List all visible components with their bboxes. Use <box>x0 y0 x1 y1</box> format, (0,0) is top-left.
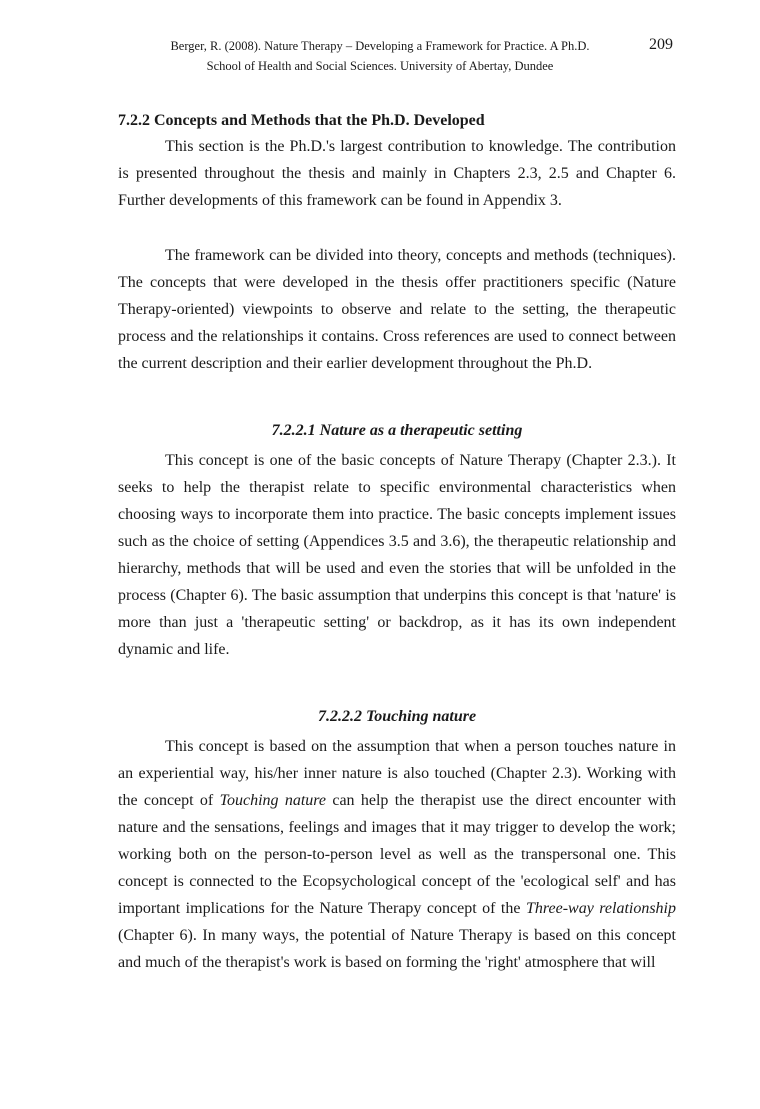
emphasis-three-way-relationship: Three-way relationship <box>525 900 677 917</box>
header-citation: Berger, R. (2008). Nature Therapy – Developing a Framework for Practice. A Ph.D. <box>170 39 590 53</box>
paragraph-text: can help the therapist use the direct encounter with nature and the sensations, feelings and images that it may trigger to develop the work; working both on the person-to-person level as well as the transpersonal one. This concept is connected to the Ecopsychological concept of the 'ecological self' and has important implications for the Nature Therapy concept of the <box>118 792 677 917</box>
paragraph-text: (Chapter 6). In many ways, the potential of Nature Therapy is based on this concept and much of the therapist's work is based on forming the 'right' atmosphere that will <box>118 927 676 971</box>
section-paragraph-1: This section is the Ph.D.'s largest contribution to knowledge. The contribution is presented throughout the thesis and mainly in Chapters 2.3, 2.5 and Chapter 6. Further developments of this framework can be found in Appendix 3. <box>118 138 676 209</box>
subsection-touching-nature-paragraph <box>118 733 676 976</box>
section-heading: 7.2.2 Concepts and Methods that the Ph.D. Developed <box>118 112 485 129</box>
page-body <box>118 109 676 976</box>
emphasis-touching-nature: Touching nature <box>219 792 327 809</box>
paragraph-text: This concept is based on the assumption that when a person touches nature in an experiential way, his/her inner nature is also touched (Chapter 2.3). Working with the concept of <box>118 738 676 809</box>
running-header <box>0 36 760 76</box>
header-institution: School of Health and Social Sciences. University of Abertay, Dundee <box>206 59 554 73</box>
subsection-nature-setting-paragraph: This concept is one of the basic concepts of Nature Therapy (Chapter 2.3.). It seeks to help the therapist relate to specific environmental characteristics when choosing ways to incorporate them into practice. The basic concepts implement issues such as the choice of setting (Appendices 3.5 and 3.6), the therapeutic relationship and hierarchy, methods that will be used and even the stories that will be unfolded in the process (Chapter 6). The basic assumption that underpins this concept is that 'nature' is more than just a 'therapeutic setting' or backdrop, as it has its own independent dynamic and life. <box>118 452 676 658</box>
page-number: 209 <box>649 36 673 53</box>
subsection-heading-touching-nature: 7.2.2.2 Touching nature <box>317 708 477 725</box>
subsection-heading-nature-setting: 7.2.2.1 Nature as a therapeutic setting <box>271 422 523 439</box>
section-paragraph-2: The framework can be divided into theory, concepts and methods (techniques). The concepts that were developed in the thesis offer practitioners specific (Nature Therapy-oriented) viewpoints to observe and relate to the setting, the therapeutic process and the relationships it contains. Cross references are used to connect between the current description and their earlier development throughout the Ph.D. <box>118 247 676 372</box>
